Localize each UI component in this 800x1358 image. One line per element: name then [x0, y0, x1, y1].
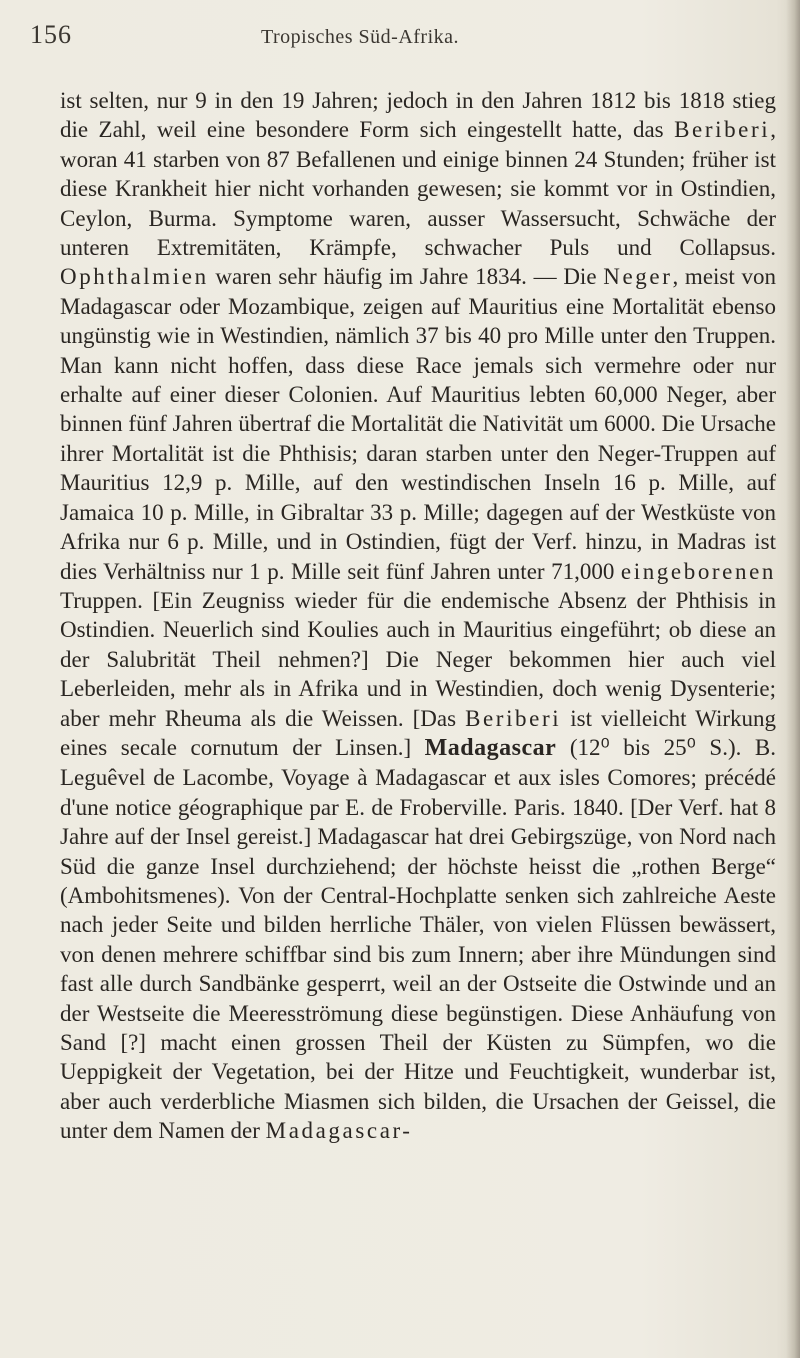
section-heading-madagascar: Madagascar [424, 734, 557, 761]
running-head [30, 20, 690, 60]
spaced-term-beriberi: Beriberi [674, 117, 771, 143]
text-segment: (12⁰ bis 25⁰ S.). B. Leguêvel de Lacombe, Voyage à Madagascar et aux isles Comores; précédé d'une notice géographique par E. de Froberville. Paris. 1840. [Der Verf. hat 8 Jahre auf der Insel gereist.] Madagascar hat drei Gebirgszüge, von Nord nach Süd die ganze Insel durchziehend; der höchste heisst die „rothen Berge“ (Ambohitsmenes). Von der Central-Hochplatte senken sich zahlreiche Aeste nach jeder Seite und bilden herrliche Thäler, von vielen Flüssen bewässert, von denen mehrere schiffbar sind bis zum Innern; aber ihre Mündungen sind fast alle durch Sandbänke gesperrt, weil an der Ostseite die Ostwinde und an der Westseite die Meeresströmung diese begünstigen. Diese Anhäufung von Sand [?] macht einen grossen Theil der Küsten zu Sümpfen, wo die Ueppigkeit der Vegetation, bei der Hitze und Feuchtigkeit, wunderbar ist, aber auch verderbliche Miasmen sich bilden, die Ursachen der Geissel, die unter dem Namen der [60, 734, 776, 1144]
text-segment: Truppen. [Ein Zeugniss wieder für die endemische Absenz der Phthisis in Ostindien. Neuerlich sind Koulies auch in Mauritius eingeführt; ob diese an der Salubrität Theil nehmen?] Die Neger bekommen hier auch viel Leberleiden, mehr als in Afrika und in Westindien, doch wenig Dysenterie; aber mehr Rheuma als die Weissen. [Das [60, 587, 776, 731]
spaced-term-beriberi: Beriberi [465, 705, 562, 731]
page-number: 156 [30, 20, 72, 49]
text-segment: , meist von Madagascar oder Mozambique, zeigen auf Mauritius eine Mortalität ebenso ungünstig wie in Westindien, nämlich 37 bis 40 pro Mille unter den Truppen. Man kann nicht hoffen, dass diese Race jemals sich vermehre oder nur erhalte auf einer dieser Colonien. Auf Mauritius lebten 60,000 Neger, aber binnen fünf Jahren übertraf die Mortalität die Nativität um 6000. Die Ursache ihrer Mortalität ist die Phthisis; daran starben unter den Neger-Truppen auf Mauritius 12,9 p. Mille, auf den westindischen Inseln 16 p. Mille, auf Jamaica 10 p. Mille, in Gibraltar 33 p. Mille; dagegen auf der Westküste von Afrika nur 6 p. Mille, und in Ostindien, fügt der Verf. hinzu, in Madras ist dies Verhältniss nur 1 p. Mille seit fünf Jahren unter 71,000 [60, 264, 776, 584]
spaced-term-ophthalmien: Ophthalmien [60, 264, 209, 290]
paragraph [60, 86, 776, 1146]
spaced-term-eingeborenen: eingeborenen [620, 558, 776, 584]
text-segment: ist selten, nur 9 in den 19 Jahren; jedoch in den Jahren 1812 bis 1818 stieg die Zahl, weil eine besondere Form sich eingestellt hatte, das [60, 88, 776, 143]
spaced-term-neger: Neger [603, 264, 673, 290]
text-segment: ist vielleicht Wirkung eines secale cornutum der Linsen.] [60, 705, 777, 760]
text-segment: waren sehr häufig im Jahre 1834. — Die [208, 264, 604, 290]
body-text [60, 86, 776, 1146]
text-segment: , woran 41 starben von 87 Befallenen und einige binnen 24 Stunden; früher ist diese Krankheit hier nicht vorhanden gewesen; sie kommt vor in Ostindien, Ceylon, Burma. Symptome waren, ausser Wassersucht, Schwäche der unteren Extremitäten, Krämpfe, schwacher Puls und Collapsus. [60, 117, 776, 261]
spaced-term-madagascar: Madagascar- [265, 1118, 413, 1144]
running-title: Tropisches Süd-Afrika. [260, 26, 460, 48]
page-edge-shadow [786, 0, 800, 1358]
